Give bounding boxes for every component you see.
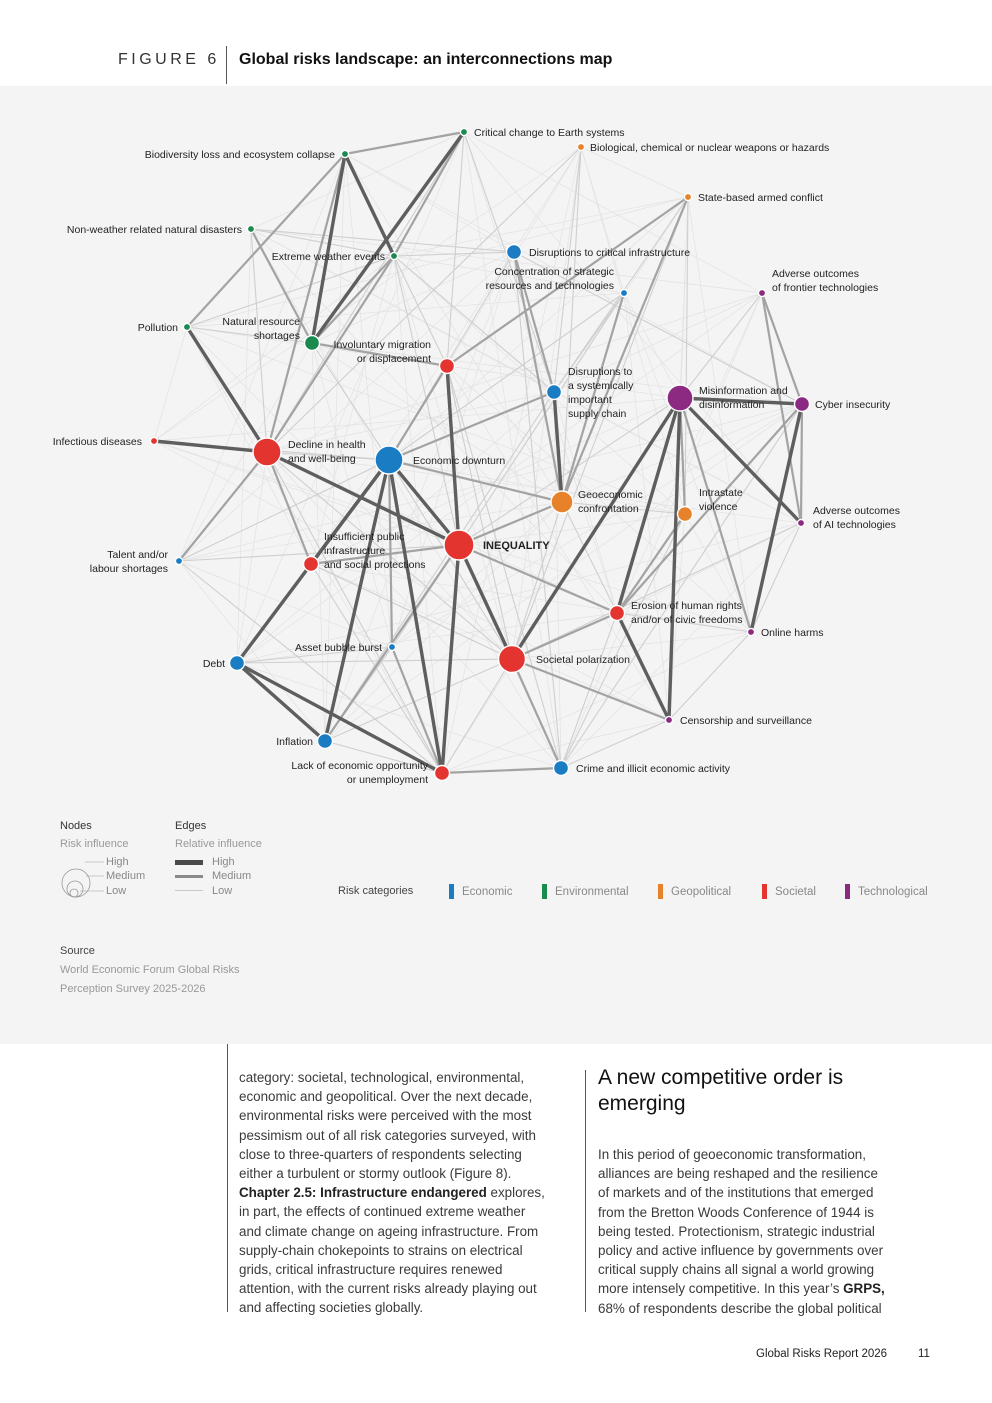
node-label-line: infrastructure: [324, 545, 386, 557]
node-label-line: Online harms: [761, 627, 824, 639]
node-migration[interactable]: [440, 359, 455, 374]
node-label-line: labour shortages: [89, 563, 168, 575]
node-label-line: and/or of civic freedoms: [631, 614, 743, 626]
node-label-censorship: [680, 715, 812, 727]
node-state-conflict[interactable]: [684, 193, 691, 200]
node-size-legend: [62, 862, 104, 897]
grps-term: GRPS,: [843, 1281, 885, 1297]
edge-faint: [447, 366, 680, 398]
body-line: category: societal, technological, environmental,: [239, 1070, 525, 1085]
source-line-2: Perception Survey 2025-2026: [60, 983, 206, 995]
node-non-weather[interactable]: [247, 225, 254, 232]
edge-medium: [389, 366, 447, 460]
legend-node-low-label: Low: [106, 885, 127, 897]
node-label-asset-bubble: [295, 642, 382, 654]
node-biodiversity[interactable]: [341, 150, 348, 157]
node-polarization[interactable]: [499, 646, 526, 673]
edge-faint: [311, 256, 394, 564]
node-unemployment[interactable]: [435, 766, 450, 781]
node-label-line: shortages: [253, 330, 300, 342]
body-line: attention, with the current risks already playing out: [239, 1281, 537, 1297]
node-label-inequality: [483, 540, 550, 552]
node-label-line: Disruptions to: [568, 366, 633, 378]
legend-node-high-label: High: [106, 856, 129, 868]
edge-faint: [154, 327, 187, 441]
node-label-extreme-weather: [272, 251, 385, 263]
chapter-reference[interactable]: Chapter 2.5: Infrastructure endangered: [239, 1185, 487, 1201]
body-line: from the Bretton Woods Conference of 1944 is: [598, 1204, 874, 1220]
edge-medium: [562, 197, 688, 502]
node-crime[interactable]: [554, 761, 569, 776]
section-heading: [598, 1065, 918, 1117]
node-asset-bubble[interactable]: [388, 643, 395, 650]
section-heading-line-1: A new competitive order is: [598, 1066, 844, 1089]
node-supply-chain[interactable]: [547, 385, 562, 400]
node-debt[interactable]: [230, 656, 245, 671]
node-label-downturn: [413, 455, 505, 467]
node-label-line: Lack of economic opportunity: [291, 760, 428, 772]
legend-node-high: [62, 869, 90, 897]
legend-category-societal: [762, 884, 816, 899]
column-rule-right: [585, 1070, 586, 1312]
legend-category-technological: [845, 884, 928, 899]
source-line-1: World Economic Forum Global Risks: [60, 964, 240, 976]
node-label-infectious: [53, 436, 142, 448]
body-line: close to three-quarters of respondents selecting: [239, 1146, 522, 1162]
node-inflation[interactable]: [318, 734, 333, 749]
legend-category-label: Environmental: [555, 885, 629, 898]
edge-medium: [459, 502, 562, 545]
legend-category-environmental: [542, 884, 629, 899]
edge-high: [459, 545, 512, 659]
node-online-harms[interactable]: [747, 628, 754, 635]
edge-low: [512, 502, 562, 659]
node-label-line: INEQUALITY: [483, 540, 550, 552]
node-label-line: Involuntary migration: [333, 339, 431, 351]
node-label-line: important: [568, 394, 612, 406]
edge-low: [561, 404, 802, 768]
node-label-inflation: [276, 736, 313, 748]
body-column-2: [598, 1145, 928, 1318]
legend-swatch-geopolitical: [658, 884, 663, 899]
body-line: pessimism out of all risk categories surveyed, with: [239, 1127, 536, 1143]
node-label-line: Societal polarization: [536, 654, 630, 666]
body-line: environmental risks were perceived with the most: [239, 1108, 532, 1124]
edge-faint: [581, 147, 688, 197]
node-label-line: of frontier technologies: [772, 282, 879, 294]
node-label-geoeconomic: [578, 489, 643, 515]
node-label-line: of AI technologies: [813, 519, 896, 531]
body-line-tail: explores,: [486, 1185, 545, 1201]
node-label-biodiversity: [145, 149, 335, 161]
body-line: economic and geopolitical. Over the next decade,: [239, 1089, 533, 1105]
legend-edge-medium-sample: [175, 875, 203, 878]
legend-node-medium-label: Medium: [106, 870, 146, 882]
body-line: [598, 1279, 928, 1298]
edge-low: [459, 398, 680, 545]
node-label-line: Critical change to Earth systems: [474, 127, 625, 139]
section-heading-line-2: emerging: [598, 1092, 686, 1115]
body-line: and climate change on ageing infrastructure. From: [239, 1223, 539, 1239]
legend-category-label: Societal: [775, 885, 816, 898]
node-health[interactable]: [253, 438, 281, 466]
figure-panel: [0, 86, 992, 1044]
node-label-intrastate: [699, 487, 743, 513]
body-line: supply-chain chokepoints to strains on electrical: [239, 1242, 523, 1258]
edge-low: [237, 659, 512, 663]
legend-nodes-subtitle: Risk influence: [60, 838, 129, 850]
legend-category-label: Technological: [858, 885, 928, 898]
node-label-line: disinformation: [699, 399, 765, 411]
node-label-line: Non-weather related natural disasters: [66, 224, 242, 236]
body-line: in part, the effects of continued extreme weather: [239, 1204, 526, 1220]
legend-edge-low-sample: [175, 890, 203, 891]
edge-low: [751, 523, 801, 632]
node-concentration[interactable]: [620, 289, 627, 296]
legend-swatch-technological: [845, 884, 850, 899]
node-label-online-harms: [761, 627, 823, 639]
edge-medium: [459, 545, 617, 613]
node-insufficient[interactable]: [304, 557, 319, 572]
column-rule-left: [227, 1044, 228, 1312]
body-line: [239, 1183, 579, 1202]
figure-divider: [226, 46, 227, 84]
node-label-crime: [576, 763, 731, 775]
legend-category-geopolitical: [658, 884, 731, 899]
node-label-disruptions-infra: [529, 247, 690, 259]
legend-edge-medium-label: Medium: [212, 870, 252, 882]
node-label-debt: [203, 658, 225, 670]
node-geoeconomic[interactable]: [551, 491, 573, 513]
body-line: of markets and of the institutions that emerged: [598, 1185, 874, 1201]
node-label-line: Pollution: [137, 322, 178, 334]
legend-categories-label: Risk categories: [338, 885, 414, 897]
edge-high: [442, 545, 459, 773]
figure-title: Global risks landscape: an interconnections map: [239, 51, 613, 68]
body-column-1: [239, 1068, 579, 1318]
node-label-line: Intrastate: [699, 487, 743, 499]
node-cyber[interactable]: [795, 397, 810, 412]
legend-nodes-title: Nodes: [60, 820, 92, 832]
node-label-line: Talent and/or: [107, 549, 168, 561]
edge-medium: [392, 647, 442, 773]
legend-category-economic: [449, 884, 513, 899]
edge-medium: [801, 404, 802, 523]
figure-label: FIGURE 6: [118, 51, 220, 68]
node-label-line: Biodiversity loss and ecosystem collapse: [144, 149, 335, 161]
node-infectious[interactable]: [150, 437, 157, 444]
node-label-line: supply chain: [568, 408, 627, 420]
body-line: 68% of respondents describe the global political: [598, 1300, 882, 1316]
node-label-pollution: [138, 322, 178, 334]
legend-swatch-societal: [762, 884, 767, 899]
legend-swatch-economic: [449, 884, 454, 899]
node-label-line: Concentration of strategic: [494, 266, 614, 278]
node-label-line: a systemically: [568, 380, 634, 392]
edge-faint: [561, 523, 801, 768]
body-line: and affecting societies globally.: [239, 1300, 424, 1316]
edge-faint: [154, 441, 669, 720]
node-label-line: or unemployment: [346, 774, 428, 786]
node-label-line: Adverse outcomes: [772, 268, 859, 280]
node-natural-resource[interactable]: [305, 336, 320, 351]
node-label-line: Crime and illicit economic activity: [576, 763, 731, 775]
edge-high: [187, 327, 267, 452]
body-line: In this period of geoeconomic transformation,: [598, 1147, 866, 1162]
edge-medium: [345, 132, 464, 154]
node-label-unemployment: [291, 760, 428, 786]
node-label-line: Erosion of human rights: [631, 600, 742, 612]
node-label-line: Asset bubble burst: [295, 642, 382, 654]
node-biological[interactable]: [577, 143, 584, 150]
node-label-line: State-based armed conflict: [698, 192, 823, 204]
node-label-natural-resource: [222, 316, 300, 342]
edge-faint: [179, 561, 392, 647]
node-label-adverse-ai: [813, 505, 900, 531]
node-label-line: and social protections: [324, 559, 426, 571]
legend-category-label: Economic: [462, 885, 513, 898]
node-disruptions-infra[interactable]: [507, 245, 522, 260]
body-line: critical supply chains all signal a world growing: [598, 1262, 875, 1278]
node-adverse-frontier[interactable]: [758, 289, 765, 296]
node-label-human-rights: [631, 600, 742, 626]
edge-high: [669, 398, 680, 720]
node-intrastate[interactable]: [678, 507, 693, 522]
figure-header: [0, 0, 992, 86]
node-talent[interactable]: [175, 557, 182, 564]
node-label-line: Disruptions to critical infrastructure: [529, 247, 691, 259]
node-inequality[interactable]: [444, 530, 474, 560]
node-label-critical-change: [474, 127, 625, 139]
body-line: grids, critical infrastructure requires renewed: [239, 1262, 503, 1278]
legend-edges-title: Edges: [175, 820, 207, 832]
edge-medium: [394, 132, 464, 256]
node-label-biological: [590, 142, 829, 154]
edge-low: [447, 366, 561, 768]
node-label-line: Censorship and surveillance: [680, 715, 812, 727]
body-line: alliances are being reshaped and the resilience: [598, 1166, 878, 1182]
node-misinformation[interactable]: [667, 385, 693, 411]
edge-low: [442, 659, 512, 773]
node-extreme-weather[interactable]: [390, 252, 397, 259]
node-label-line: Geoeconomic: [578, 489, 643, 501]
node-downturn[interactable]: [375, 446, 403, 474]
node-label-line: Extreme weather events: [271, 251, 385, 263]
node-label-line: Inflation: [276, 736, 313, 748]
node-label-polarization: [536, 654, 630, 666]
legend-category-label: Geopolitical: [671, 885, 732, 898]
footer-report-title: Global Risks Report 2026: [756, 1348, 888, 1360]
legend-edge-high-label: High: [212, 856, 235, 868]
node-label-line: and well-being: [288, 453, 356, 465]
edge-high: [345, 154, 394, 256]
node-label-talent: [90, 549, 169, 575]
node-critical-change[interactable]: [460, 128, 467, 135]
node-label-line: Cyber insecurity: [815, 399, 891, 411]
node-label-non-weather: [67, 224, 242, 236]
legend-node-low: [70, 889, 78, 897]
node-label-cyber: [815, 399, 891, 411]
interconnections-map: [0, 86, 992, 1044]
body-line-head: more intensely competitive. In this year’s: [598, 1281, 844, 1297]
node-label-line: resources and technologies: [485, 280, 614, 292]
legend-edge-high-sample: [175, 860, 203, 865]
node-label-line: Natural resource: [222, 316, 300, 328]
node-label-line: or displacement: [356, 353, 431, 365]
node-label-line: Economic downturn: [413, 455, 506, 467]
node-adverse-ai[interactable]: [797, 519, 804, 526]
node-label-line: Adverse outcomes: [813, 505, 900, 517]
node-label-adverse-frontier: [772, 268, 878, 294]
edge-faint: [447, 366, 669, 720]
body-line: either a turbulent or stormy outlook (Figure 8).: [239, 1166, 512, 1182]
node-label-line: Decline in health: [288, 439, 366, 451]
node-label-state-conflict: [698, 192, 823, 204]
node-censorship[interactable]: [665, 716, 672, 723]
legend-swatch-environmental: [542, 884, 547, 899]
node-label-supply-chain: [568, 366, 634, 420]
legend-edge-low-label: Low: [212, 885, 233, 897]
body-line: being tested. Protectionism, strategic industrial: [598, 1223, 875, 1239]
node-human-rights[interactable]: [610, 606, 625, 621]
node-pollution[interactable]: [183, 323, 190, 330]
node-label-line: Insufficient public: [324, 531, 405, 543]
node-label-line: Debt: [202, 658, 225, 670]
node-label-line: Infectious diseases: [52, 436, 142, 448]
body-line: policy and active influence by governments over: [598, 1243, 884, 1259]
node-label-line: Misinformation and: [699, 385, 788, 397]
node-label-line: confrontation: [578, 503, 639, 515]
edge-faint: [187, 327, 685, 514]
edge-low: [561, 613, 617, 768]
source-title: Source: [60, 945, 95, 957]
footer-page-number: 11: [918, 1348, 930, 1360]
node-label-line: Biological, chemical or nuclear weapons or hazards: [590, 142, 830, 154]
node-label-line: violence: [699, 501, 738, 513]
legend-edges-subtitle: Relative influence: [175, 838, 262, 850]
edge-low: [267, 147, 581, 452]
edge-faint: [267, 293, 762, 452]
